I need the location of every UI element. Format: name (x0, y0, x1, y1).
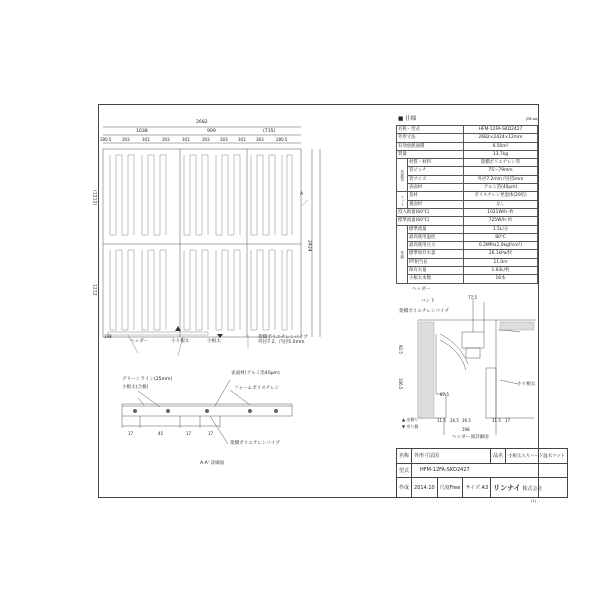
left-width-dim: 1038 (136, 129, 148, 134)
spec-value: 1.5L/分 (463, 225, 537, 233)
spec-row (397, 159, 538, 167)
spec-label: 名称・型式 (397, 126, 464, 134)
spec-row (397, 134, 538, 142)
spec-value: 2682×2424×12mm (463, 134, 537, 142)
spec-row (397, 150, 538, 158)
header-detail-dim-2: 106.5 (398, 378, 403, 390)
pitch-dim-6: 303 (220, 137, 228, 142)
spec-group-label: 性能 (397, 225, 408, 283)
spec-row (397, 142, 538, 150)
spec-value: 1021W/h･枚 (463, 208, 537, 216)
spec-unit-note: (RE-aa) (526, 117, 539, 121)
header-detail-dim-5: 26.5 (450, 418, 459, 423)
spec-label: 裏面材 (408, 200, 464, 208)
header-detail-dim-6: 26.5 (462, 418, 471, 423)
section-dim-2: 17 (186, 431, 192, 436)
section-greenline-label: グリーンライン(25mm) (122, 377, 173, 382)
plan-pipe-size-label: 外径7.2、内径5.0mm (258, 340, 305, 345)
overall-width-dim: 2682 (196, 120, 208, 125)
spec-value: 75〜79mm (463, 167, 537, 175)
height-top-dim: (1212) (91, 190, 97, 206)
spec-value: なし (463, 200, 537, 208)
spec-label: 管ピッチ (408, 167, 464, 175)
spec-row (397, 233, 538, 241)
spec-label: 管サイズ (408, 175, 464, 183)
center-width-dim: 909 (207, 129, 216, 134)
header-detail-dim-8: 17 (505, 418, 511, 423)
pitch-dim-5: 303 (202, 137, 210, 142)
plan-198-dim: 198 (104, 334, 112, 339)
pitch-dim-9: 280.5 (276, 137, 288, 142)
spec-label: 標準流量(60℃) (397, 217, 464, 225)
spec-value: 架橋ポリエチレン管 (463, 159, 537, 167)
section-dim-3: 17 (208, 431, 214, 436)
pitch-dim-2: 303 (142, 137, 150, 142)
spec-group-label: 放熱管 (397, 159, 408, 192)
section-surface-label: 表面材(アルミ箔40μm) (231, 371, 280, 376)
spec-row (397, 258, 538, 266)
plan-pipe-label: 架橋ポリエチレンパイプ (258, 335, 308, 340)
spec-value: 0.2MPa(2.0kgf/cm²) (463, 242, 537, 250)
header-detail-dim-1: 92.5 (398, 345, 403, 354)
section-caption: A-A' 詳細図 (200, 461, 225, 466)
spec-value: 外径7.2mm 内径5mm (463, 175, 537, 183)
spec-row (397, 184, 538, 192)
plan-kone-label: 小根太 (207, 339, 221, 344)
section-dim-1: 45 (158, 431, 164, 436)
spec-label: 有効放熱面積 (397, 142, 464, 150)
spec-group-label: マット (397, 192, 408, 209)
spec-table (396, 125, 538, 284)
spec-row (397, 242, 538, 250)
spec-value: ポリスチレン発泡体(20倍) (463, 192, 537, 200)
pitch-dim-7: 303 (238, 137, 246, 142)
spec-label: 表面材 (408, 184, 464, 192)
height-total-dim: 2424 (306, 240, 312, 252)
size-label: サイズ (465, 485, 480, 492)
plan-a-marker: A (300, 192, 304, 197)
section-dim-0: 17 (128, 431, 134, 436)
spec-row (397, 275, 538, 283)
pitch-dim-4: 303 (182, 137, 190, 142)
section-kone-label: 小根太(合板) (122, 385, 149, 390)
spec-label: 材質・材料 (408, 159, 464, 167)
height-bottom-dim: 1212 (91, 284, 97, 296)
header-detail-legend-out: ▲ 出側り (402, 417, 419, 422)
right-width-dim: (735) (263, 129, 276, 134)
scale-cell (437, 478, 463, 498)
title-row-name (397, 449, 568, 464)
name-label: 名称 (397, 449, 412, 464)
header-detail-kone-label: 小々根太 (517, 382, 536, 387)
spec-row (397, 217, 538, 225)
spec-label: 基材 (408, 192, 464, 200)
spec-label: 質量 (397, 150, 464, 158)
spec-row (397, 126, 538, 134)
spec-row (397, 208, 538, 216)
spec-value: 11.0m (463, 258, 537, 266)
header-detail-dim-4: 11.5 (437, 418, 446, 423)
pitch-dim-3: 303 (162, 137, 170, 142)
company-suffix: 株式会社 (522, 485, 543, 492)
section-foam-label: フォームポリスチレン (234, 386, 280, 391)
header-detail-band-label: バンド (421, 299, 435, 304)
plan-header-label: ヘッダー (130, 339, 149, 344)
header-detail-dim-0: 77.5 (468, 295, 477, 300)
company-name (491, 478, 568, 498)
spec-row (397, 267, 538, 275)
spec-value: 80℃ (463, 233, 537, 241)
pitch-dim-8: 303 (256, 137, 264, 142)
spec-label: 最高使用温度 (408, 233, 464, 241)
model-value: HFM-12FA-SKD2427 (412, 463, 568, 478)
spec-value: 6.50m² (463, 142, 537, 150)
spec-row (397, 250, 538, 258)
header-detail-legend-in: ▼ 戻り側 (402, 424, 419, 429)
spec-value: 26.1kPa/枚 (463, 250, 537, 258)
spec-value: 1.93L/枚 (463, 267, 537, 275)
spec-value: 16本 (463, 275, 537, 283)
spec-value: 13.7kg (463, 150, 537, 158)
header-detail-dim-7: 11.5 (492, 418, 501, 423)
spec-label: 投入熱量(60℃) (397, 208, 464, 216)
spec-row (397, 167, 538, 175)
pitch-dim-1: 303 (122, 137, 130, 142)
spec-label: 小根太本数 (408, 275, 464, 283)
scale-value: Free (449, 485, 461, 492)
section-pipe-label: 架橋ポリエチレンパイプ (230, 441, 280, 446)
header-detail-header-label: ヘッダー (412, 287, 431, 292)
plan-kone2-label: 小々根太 (171, 339, 190, 344)
spec-value: 725W/h･枚 (463, 217, 537, 225)
spec-row (397, 200, 538, 208)
spec-row (397, 225, 538, 233)
header-detail-dim-3: 87.5 (440, 392, 449, 397)
title-row-made (397, 478, 568, 498)
product-label: 品名 (491, 449, 506, 464)
spec-value: アルミ箔(40μm) (463, 184, 537, 192)
model-label: 型式 (397, 463, 412, 478)
pitch-dim-0: 280.5 (100, 137, 112, 142)
spec-label: 標準流量 (408, 225, 464, 233)
size-value: A3 (481, 485, 489, 492)
header-detail-pipe-label: 架橋ポリエチレンパイプ (399, 309, 449, 314)
spec-value: HFM-12FA-SKD2427 (463, 126, 537, 134)
made-date: 2014.10 (412, 478, 438, 498)
spec-heading: ■ 仕様 (398, 116, 417, 122)
made-label: 作成 (397, 478, 412, 498)
company-logo-text: リンナイ (493, 483, 521, 492)
spec-row (397, 192, 538, 200)
spec-label: 最高使用圧力 (408, 242, 464, 250)
title-row-model (397, 463, 568, 478)
spec-label: 標準保有水量 (408, 250, 464, 258)
scale-label: 尺度 (439, 485, 450, 492)
size-cell (463, 478, 491, 498)
header-detail-caption: ヘッダー部詳細図 (452, 435, 489, 440)
spec-label: PT相当長 (408, 258, 464, 266)
spec-row (397, 175, 538, 183)
product-value: 小根太入りハード温水マット (506, 449, 568, 464)
name-value: 外形寸法図 (412, 449, 491, 464)
spec-label: 外形寸法 (397, 134, 464, 142)
header-detail-dim-9: 198 (462, 427, 470, 432)
spec-label: 保有水量 (408, 267, 464, 275)
sheet-number: (1) (531, 499, 537, 503)
title-block (396, 448, 568, 498)
